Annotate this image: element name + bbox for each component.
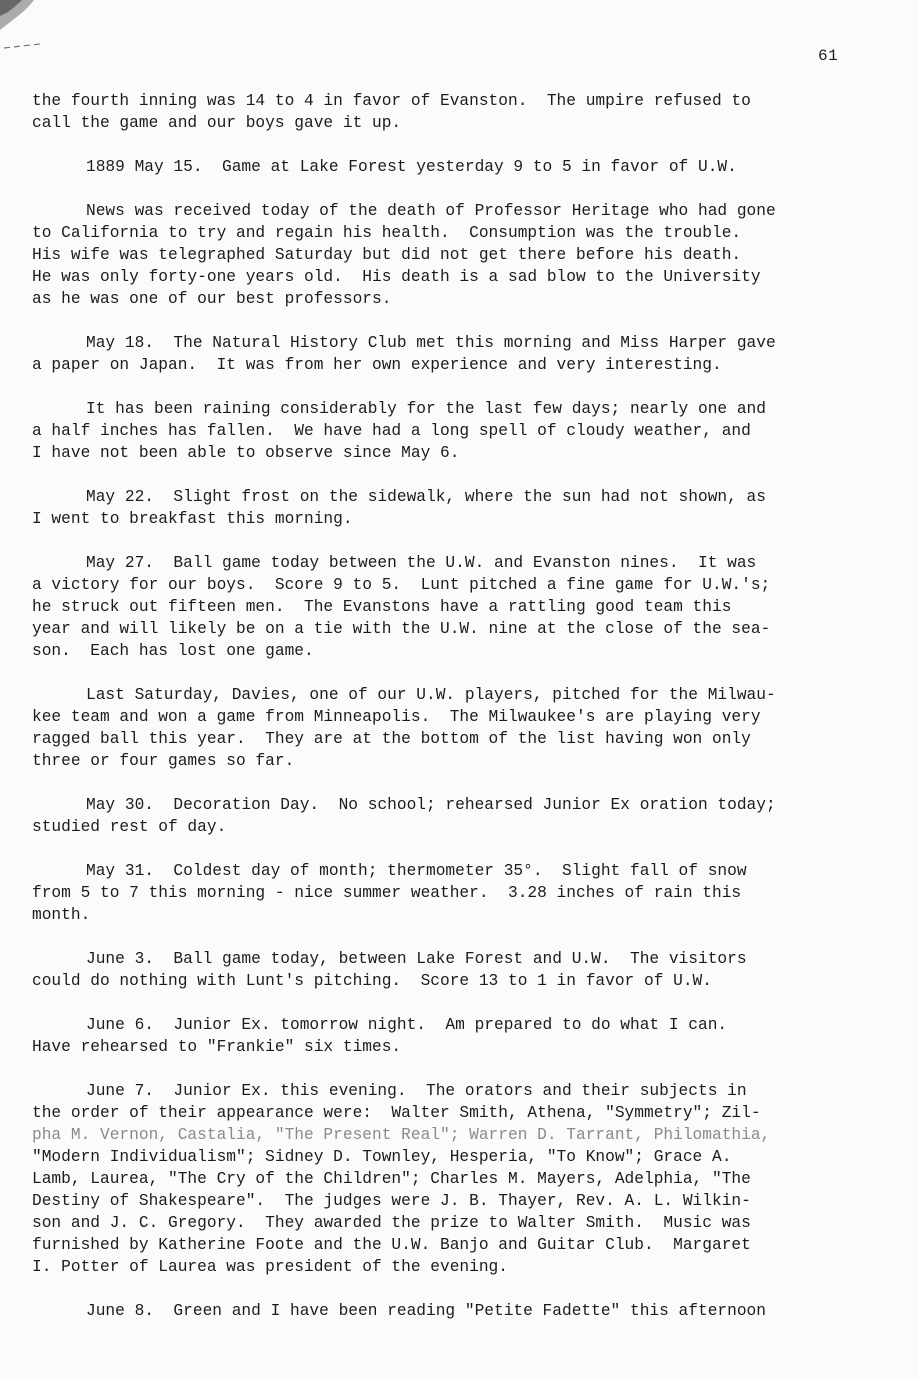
text-line: June 7. Junior Ex. this evening. The orators and their subjects in bbox=[86, 1082, 747, 1100]
text-line: as he was one of our best professors. bbox=[32, 290, 392, 308]
text-line: May 18. The Natural History Club met this morning and Miss Harper gave bbox=[86, 334, 776, 352]
text-line: ragged ball this year. They are at the bottom of the list having won only bbox=[32, 730, 751, 748]
text-line: 1889 May 15. Game at Lake Forest yesterday 9 to 5 in favor of U.W. bbox=[86, 158, 737, 176]
text-line: June 8. Green and I have been reading "Petite Fadette" this afternoon bbox=[86, 1302, 766, 1320]
diary-entry bbox=[32, 486, 872, 530]
diary-entry bbox=[32, 1300, 872, 1322]
text-line: It has been raining considerably for the last few days; nearly one and bbox=[86, 400, 766, 418]
text-line: to California to try and regain his health. Consumption was the trouble. bbox=[32, 224, 742, 242]
text-line: June 6. Junior Ex. tomorrow night. Am prepared to do what I can. bbox=[86, 1016, 728, 1034]
text-line: he struck out fifteen men. The Evanstons have a rattling good team this bbox=[32, 598, 732, 616]
text-line: Lamb, Laurea, "The Cry of the Children"; Charles M. Mayers, Adelphia, "The bbox=[32, 1170, 751, 1188]
text-line: a victory for our boys. Score 9 to 5. Lunt pitched a fine game for U.W.'s; bbox=[32, 576, 771, 594]
diary-entry bbox=[32, 1080, 872, 1278]
text-line: He was only forty-one years old. His death is a sad blow to the University bbox=[32, 268, 761, 286]
diary-entry bbox=[32, 200, 872, 310]
text-line: son and J. C. Gregory. They awarded the prize to Walter Smith. Music was bbox=[32, 1214, 751, 1232]
diary-entry bbox=[32, 1014, 872, 1058]
text-line: the order of their appearance were: Walter Smith, Athena, "Symmetry"; Zil- bbox=[32, 1104, 761, 1122]
text-line: month. bbox=[32, 906, 91, 924]
text-line: son. Each has lost one game. bbox=[32, 642, 314, 660]
text-line: year and will likely be on a tie with the U.W. nine at the close of the sea- bbox=[32, 620, 771, 638]
text-line: His wife was telegraphed Saturday but did not get there before his death. bbox=[32, 246, 742, 264]
diary-entry bbox=[32, 156, 872, 178]
text-line: May 30. Decoration Day. No school; rehearsed Junior Ex oration today; bbox=[86, 796, 776, 814]
text-line: Have rehearsed to "Frankie" six times. bbox=[32, 1038, 402, 1056]
text-line: Destiny of Shakespeare". The judges were J. B. Thayer, Rev. A. L. Wilkin- bbox=[32, 1192, 751, 1210]
text-line: I went to breakfast this morning. bbox=[32, 510, 353, 528]
diary-entry bbox=[32, 860, 872, 926]
diary-entry bbox=[32, 948, 872, 992]
text-line: furnished by Katherine Foote and the U.W. Banjo and Guitar Club. Margaret bbox=[32, 1236, 751, 1254]
text-line: a half inches has fallen. We have had a long spell of cloudy weather, and bbox=[32, 422, 751, 440]
text-line: I have not been able to observe since May 6. bbox=[32, 444, 460, 462]
text-line: May 31. Coldest day of month; thermometer 35°. Slight fall of snow bbox=[86, 862, 747, 880]
text-line: May 22. Slight frost on the sidewalk, where the sun had not shown, as bbox=[86, 488, 766, 506]
diary-entry bbox=[32, 90, 872, 134]
page-number: 61 bbox=[818, 47, 839, 65]
diary-entry bbox=[32, 552, 872, 662]
diary-entry bbox=[32, 684, 872, 772]
text-line: pha M. Vernon, Castalia, "The Present Real"; Warren D. Tarrant, Philomathia, bbox=[32, 1126, 771, 1144]
text-line: May 27. Ball game today between the U.W. and Evanston nines. It was bbox=[86, 554, 757, 572]
text-line: three or four games so far. bbox=[32, 752, 295, 770]
diary-entry bbox=[32, 398, 872, 464]
text-line: studied rest of day. bbox=[32, 818, 227, 836]
text-line: a paper on Japan. It was from her own experience and very interesting. bbox=[32, 356, 722, 374]
text-line: I. Potter of Laurea was president of the evening. bbox=[32, 1258, 508, 1276]
diary-entry bbox=[32, 332, 872, 376]
text-line: from 5 to 7 this morning - nice summer weather. 3.28 inches of rain this bbox=[32, 884, 742, 902]
text-line: call the game and our boys gave it up. bbox=[32, 114, 402, 132]
scan-smudge-mark bbox=[0, 0, 90, 60]
text-line: June 3. Ball game today, between Lake Forest and U.W. The visitors bbox=[86, 950, 747, 968]
diary-entry bbox=[32, 794, 872, 838]
text-line: News was received today of the death of Professor Heritage who had gone bbox=[86, 202, 776, 220]
text-line: the fourth inning was 14 to 4 in favor of Evanston. The umpire refused to bbox=[32, 92, 751, 110]
text-line: kee team and won a game from Minneapolis. The Milwaukee's are playing very bbox=[32, 708, 761, 726]
text-line: could do nothing with Lunt's pitching. Score 13 to 1 in favor of U.W. bbox=[32, 972, 712, 990]
text-line: Last Saturday, Davies, one of our U.W. players, pitched for the Milwau- bbox=[86, 686, 776, 704]
text-line: "Modern Individualism"; Sidney D. Townley, Hesperia, "To Know"; Grace A. bbox=[32, 1148, 732, 1166]
diary-text bbox=[32, 90, 872, 1344]
